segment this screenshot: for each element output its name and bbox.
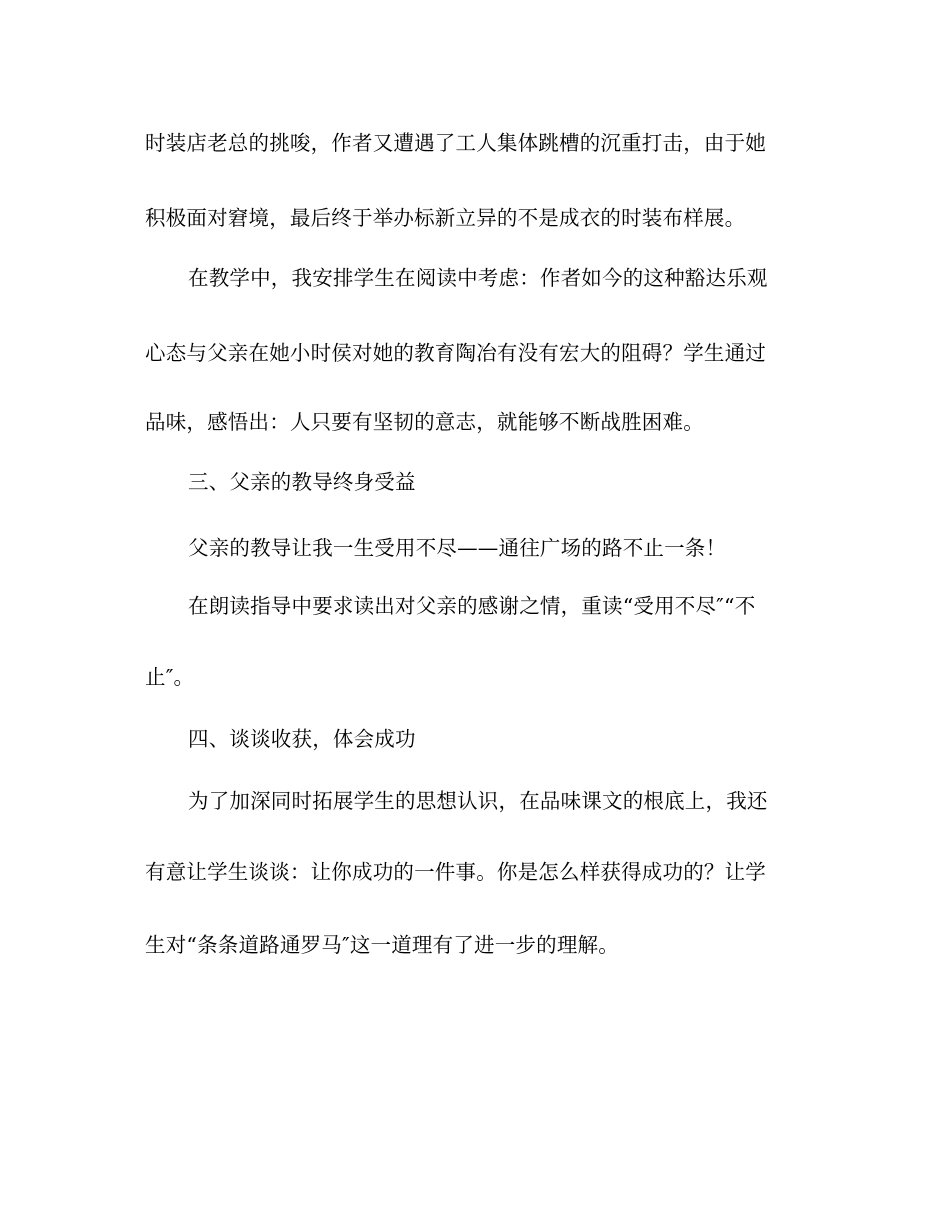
section-heading: 三、父亲的教导终身受益	[188, 470, 416, 494]
paragraph-text-line: 心态与父亲在她小时侯对她的教育陶冶有没有宏大的阻碍？学生通过	[145, 341, 766, 365]
paragraph-text-line: 父亲的教导让我一生受用不尽——通往广场的路不止一条！	[188, 536, 727, 560]
paragraph-text-line: 为了加深同时拓展学生的思想认识，在品味课文的根底上，我还	[188, 789, 768, 813]
paragraph-text-line: 时装店老总的挑唆，作者又遭遇了工人集体跳槽的沉重打击，由于她	[145, 131, 766, 155]
paragraph-text-line: 有意让学生谈谈：让你成功的一件事。你是怎么样获得成功的？让学	[145, 860, 766, 884]
paragraph-text-line: 在朗读指导中要求读出对父亲的感谢之情，重读“受用不尽″“不	[188, 594, 756, 618]
section-heading: 四、谈谈收获，体会成功	[188, 727, 416, 751]
paragraph-text-line: 生对“条条道路通罗马″这一道理有了进一步的理解。	[145, 933, 619, 957]
paragraph-text-line: 在教学中，我安排学生在阅读中考虑：作者如今的这种豁达乐观	[188, 266, 768, 290]
paragraph-text-line: 积极面对窘境，最后终于举办标新立异的不是成衣的时装布样展。	[145, 206, 746, 230]
paragraph-text-line: 止″。	[145, 665, 195, 689]
paragraph-text-line: 品味，感悟出：人只要有坚韧的意志，就能够不断战胜困难。	[145, 410, 704, 434]
